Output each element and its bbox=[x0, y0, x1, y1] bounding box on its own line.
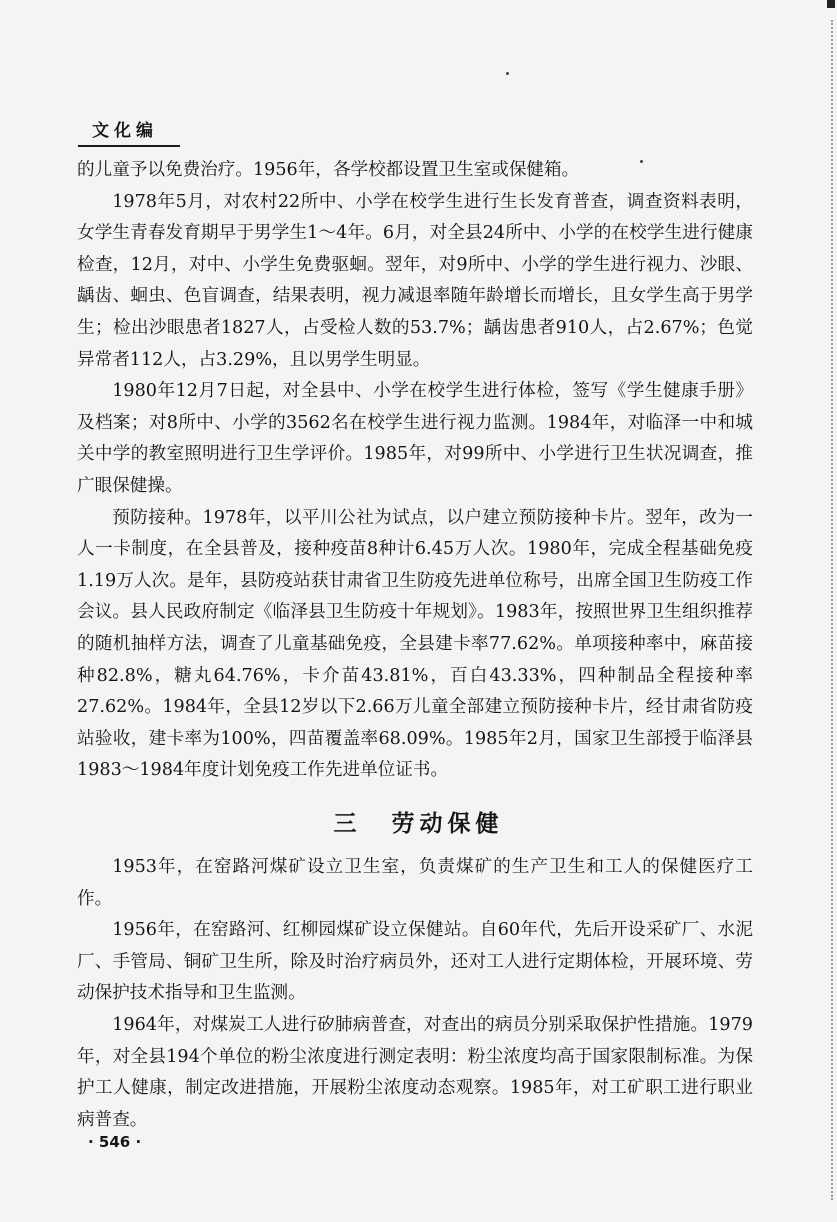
running-header: 文化编 bbox=[78, 116, 180, 147]
paragraph: 预防接种。1978年，以平川公社为试点，以户建立预防接种卡片。翌年，改为一人一卡制度，在全县普及，接种疫苗8种计6.45万人次。1980年，完成全程基础免疫1.19万人次。是年，县防疫站获甘肃省卫生防疫先进单位称号，出席全国卫生防疫工作会议。县人民政府制定《临泽县卫生防疫十年规划》。1983年，按照世界卫生组织推荐的随机抽样方法，调查了儿童基础免疫，全县建卡率77.62%。单项接种率中，麻苗接种82.8%，糖丸64.76%，卡介苗43.81%，百白43.33%，四种制品全程接种率27.62%。1984年，全县12岁以下2.66万儿童全部建立预防接种卡片，经甘肃省防疫站验收，建卡率为100%，四苗覆盖率68.09%。1985年2月，国家卫生部授于临泽县1983～1984年度计划免疫工作先进单位证书。 bbox=[77, 507, 753, 781]
section-title: 劳动保健 bbox=[391, 811, 504, 837]
paragraph: 的儿童予以免费治疗。1956年，各学校都设置卫生室或保健箱。 bbox=[77, 160, 580, 180]
section-heading bbox=[0, 805, 837, 838]
paragraph: 1956年，在窑路河、红柳园煤矿设立保健站。自60年代，先后开设采矿厂、水泥厂、手管局、铜矿卫生所，除及时治疗病员外，还对工人进行定期体检，开展环境、劳动保护技术指导和卫生监测。 bbox=[77, 920, 753, 1004]
body-text-top bbox=[77, 155, 753, 787]
paragraph: 1978年5月，对农村22所中、小学在校学生进行生长发育普查，调查资料表明，女学生青春发育期早于男学生1～4年。6月，对全县24所中、小学的在校学生进行健康检查，12月，对中、小学生免费驱蛔。翌年，对9所中、小学的学生进行视力、沙眼、龋齿、蛔虫、色盲调查，结果表明，视力减退率随年龄增长而增长，且女学生高于男学生；检出沙眼患者1827人，占受检人数的53.7%；龋齿患者910人，占2.67%；色觉异常者112人，占3.29%，且以男学生明显。 bbox=[77, 191, 753, 370]
paragraph: 1980年12月7日起，对全县中、小学在校学生进行体检，签写《学生健康手册》及档案；对8所中、小学的3562名在校学生进行视力监测。1984年，对临泽一中和城关中学的教室照明进行卫生学评价。1985年，对99所中、小学进行卫生状况调查，推广眼保健操。 bbox=[77, 381, 753, 496]
scan-edge-line bbox=[831, 20, 833, 1200]
scan-speck bbox=[506, 72, 509, 75]
page-number: · 546 · bbox=[88, 1133, 142, 1151]
body-text-bottom bbox=[77, 852, 753, 1136]
section-number: 三 bbox=[333, 811, 362, 837]
paragraph: 1953年，在窑路河煤矿设立卫生室，负责煤矿的生产卫生和工人的保健医疗工作。 bbox=[77, 857, 753, 909]
scan-corner-mark bbox=[827, 0, 835, 8]
paragraph: 1964年，对煤炭工人进行矽肺病普查，对查出的病员分别采取保护性措施。1979年，对全县194个单位的粉尘浓度进行测定表明：粉尘浓度均高于国家限制标准。为保护工人健康，制定改进措施，开展粉尘浓度动态观察。1985年，对工矿职工进行职业病普查。 bbox=[77, 1014, 753, 1130]
